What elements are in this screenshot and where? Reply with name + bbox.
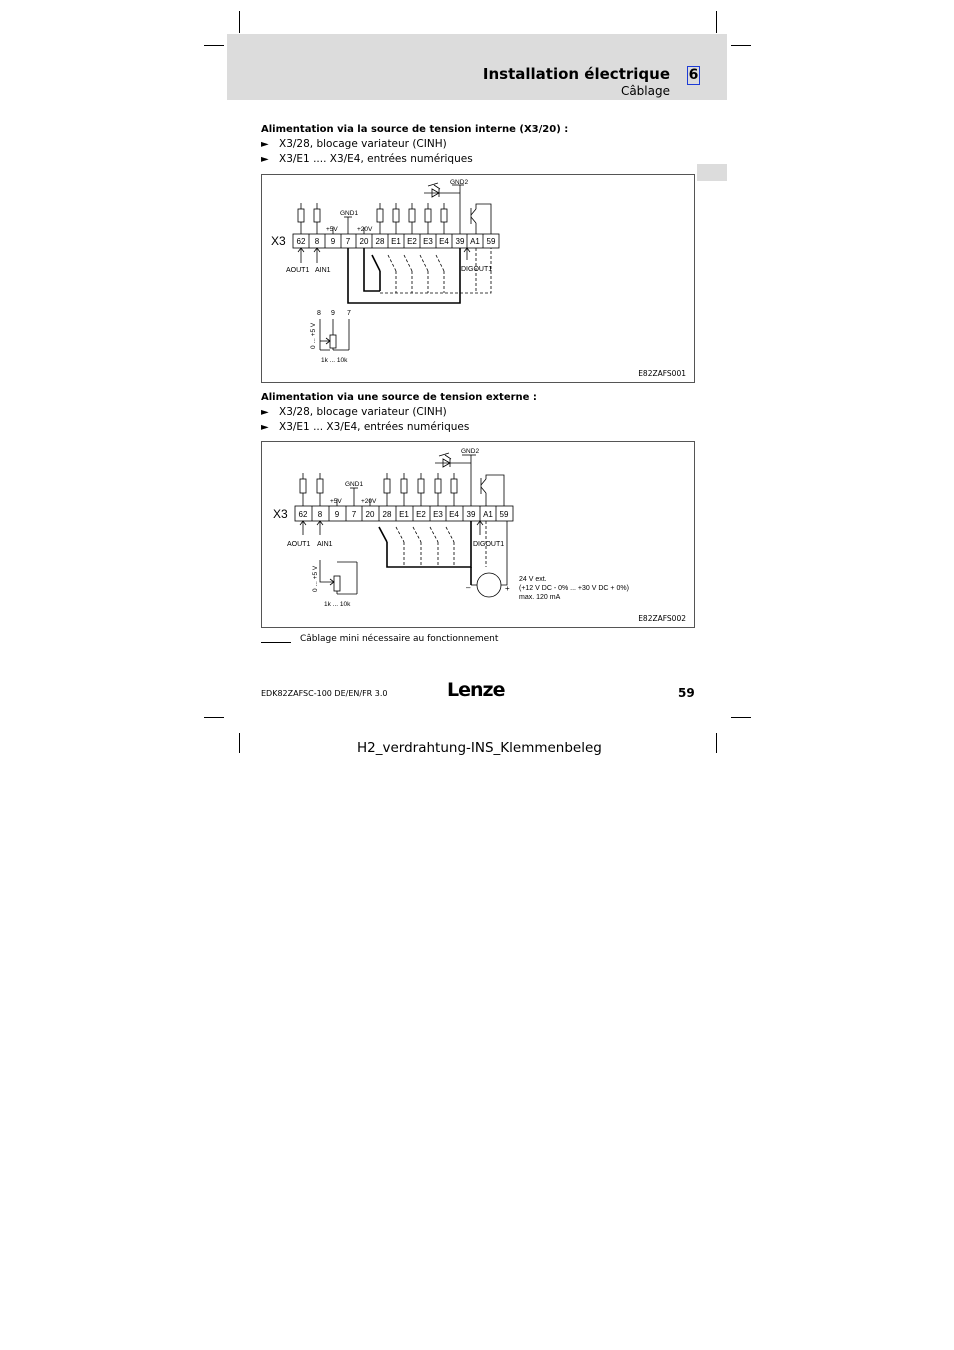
bullet-text: X3/28, blocage variateur (CINH) — [279, 138, 447, 150]
gnd2-label: GND2 — [461, 448, 480, 455]
terminal-label: E3 — [433, 510, 443, 519]
supply-minus-label: – — [466, 583, 471, 592]
terminal-label: 59 — [486, 237, 496, 246]
ain1-label: AIN1 — [315, 267, 331, 274]
crop-mark — [716, 733, 717, 753]
pot-range-label: 1k ... 10k — [324, 601, 351, 608]
terminal-label: 62 — [298, 510, 308, 519]
terminal-label: E4 — [449, 510, 459, 519]
wiring-diagram-internal — [261, 174, 695, 383]
legend-text: Câblage mini nécessaire au fonctionnement — [300, 634, 499, 644]
wiring-diagram-external — [261, 441, 695, 628]
section1-bullet — [261, 153, 473, 165]
aout1-label: AOUT1 — [287, 541, 311, 548]
aout1-label: AOUT1 — [286, 267, 310, 274]
figure-id: E82ZAFS001 — [638, 369, 686, 378]
gnd1-label: GND1 — [345, 481, 364, 488]
terminal-label: 9 — [330, 237, 336, 246]
pot-range-label: 1k ... 10k — [321, 357, 348, 364]
bullet-text: X3/E1 ... X3/E4, entrées numériques — [279, 421, 470, 433]
terminal-label: 39 — [455, 237, 465, 246]
wiring-svg-1 — [262, 175, 694, 382]
file-name: H2_verdrahtung-INS_Klemmenbeleg — [357, 740, 602, 756]
terminal-label: 8 — [314, 237, 320, 246]
digout1-label: DIGOUT1 — [473, 541, 505, 548]
terminal-label: 9 — [334, 510, 340, 519]
gnd1-label: GND1 — [340, 210, 359, 217]
terminal-label: 7 — [345, 237, 351, 246]
terminal-label: A1 — [470, 237, 480, 246]
page-number: 59 — [678, 686, 695, 700]
terminal-label: E1 — [399, 510, 409, 519]
terminal-label: E4 — [439, 237, 449, 246]
terminal-label: A1 — [483, 510, 493, 519]
crop-mark — [716, 11, 717, 33]
crop-mark — [731, 717, 751, 718]
terminal-label: 28 — [375, 237, 385, 246]
chapter-number: 6 — [688, 67, 699, 83]
terminal-label: 28 — [382, 510, 392, 519]
terminal-label: E3 — [423, 237, 433, 246]
pot-pin-label: 9 — [331, 310, 335, 317]
terminal-label: 7 — [351, 510, 357, 519]
crop-mark — [731, 45, 751, 46]
bullet-text: X3/28, blocage variateur (CINH) — [279, 406, 447, 418]
legend-line — [261, 642, 291, 643]
section2-heading: Alimentation via une source de tension externe : — [261, 392, 537, 403]
bullet-arrow-icon: ► — [261, 407, 269, 418]
pot-pin-label: 7 — [347, 310, 351, 317]
terminal-label: 8 — [317, 510, 323, 519]
pot-voltage-label: 0 ... +5 V — [310, 322, 317, 349]
ain1-label: AIN1 — [317, 541, 333, 548]
bullet-arrow-icon: ► — [261, 422, 269, 433]
supply-plus-label: + — [505, 584, 510, 593]
crop-mark — [239, 11, 240, 33]
connector-label: X3 — [271, 234, 286, 248]
supply-label: 24 V ext. — [519, 576, 547, 583]
plus5v-label: +5V — [330, 498, 342, 505]
terminal-label: 59 — [499, 510, 509, 519]
crop-mark — [204, 717, 224, 718]
plus20v-label: +20V — [357, 226, 373, 233]
terminal-label: E1 — [391, 237, 401, 246]
terminal-label: E2 — [416, 510, 426, 519]
chapter-title: Installation électrique — [482, 65, 670, 83]
terminal-label: 20 — [365, 510, 375, 519]
wiring-svg-2 — [262, 442, 694, 627]
digout1-label: DIGOUT1 — [461, 266, 493, 273]
section1-bullet — [261, 138, 447, 150]
bullet-arrow-icon: ► — [261, 139, 269, 150]
gnd2-label: GND2 — [450, 179, 469, 186]
bullet-arrow-icon: ► — [261, 154, 269, 165]
pot-pin-label: 8 — [317, 310, 321, 317]
side-tab — [697, 164, 727, 181]
pot-voltage-label: 0 ... +5 V — [312, 565, 319, 592]
section2-bullet — [261, 406, 447, 418]
figure-id: E82ZAFS002 — [638, 614, 686, 623]
connector-label: X3 — [273, 507, 288, 521]
plus20v-label: +20V — [361, 498, 377, 505]
chapter-subtitle: Câblage — [620, 84, 670, 98]
terminal-label: 62 — [296, 237, 306, 246]
supply-range-label: (+12 V DC - 0% ... +30 V DC + 0%) — [519, 585, 629, 592]
crop-mark — [204, 45, 224, 46]
section1-heading: Alimentation via la source de tension interne (X3/20) : — [261, 124, 569, 135]
crop-mark — [239, 733, 240, 753]
section2-bullet — [261, 421, 469, 433]
plus5v-label: +5V — [326, 226, 338, 233]
document-id: EDK82ZAFSC-100 DE/EN/FR 3.0 — [261, 689, 388, 698]
terminal-label: 39 — [466, 510, 476, 519]
supply-current-label: max. 120 mA — [519, 594, 561, 601]
terminal-label: 20 — [359, 237, 369, 246]
terminal-label: E2 — [407, 237, 417, 246]
bullet-text: X3/E1 .... X3/E4, entrées numériques — [279, 153, 473, 165]
lenze-logo: Lenze — [447, 679, 505, 701]
